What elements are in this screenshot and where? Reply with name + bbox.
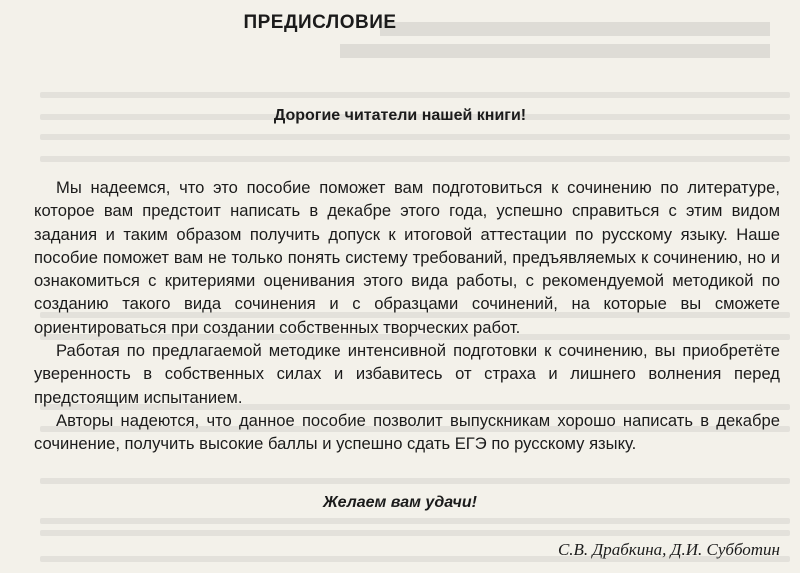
paragraph: Мы надеемся, что это пособие поможет вам подготовиться к сочинению по литературе, которое вам предстоит написать в декабре этого года, успешно справиться с этим видом задания и таким образом получить допуск к итоговой аттестации по русскому языку. Наше пособие поможет вам не только понять систему требований, предъявляемых к сочинению, но и ознакомиться с критериями оценивания этого вида работы, с рекомендуемой методикой по созданию такого вида сочинения и с образцами сочинений, на которые вы сможете ориентироваться при создании собственных творческих работ.: [34, 178, 780, 337]
paragraph: Работая по предлагаемой методике интенсивной подготовки к сочинению, вы приобретёте уверенность в собственных силах и избавитесь от страха и лишнего волнения перед предстоящим испытанием.: [34, 341, 780, 407]
authors-signature: С.В. Драбкина, Д.И. Субботин: [557, 540, 780, 559]
closing-wish: Желаем вам удачи!: [323, 494, 477, 511]
page-title: ПРЕДИСЛОВИЕ: [243, 12, 397, 33]
greeting-heading: Дорогие читатели нашей книги!: [273, 107, 527, 124]
preface-body: [34, 176, 780, 456]
paragraph: Авторы надеются, что данное пособие позволит выпускникам хорошо написать в декабре сочинение, получить высокие баллы и успешно сдать ЕГЭ по русскому языку.: [34, 410, 780, 454]
